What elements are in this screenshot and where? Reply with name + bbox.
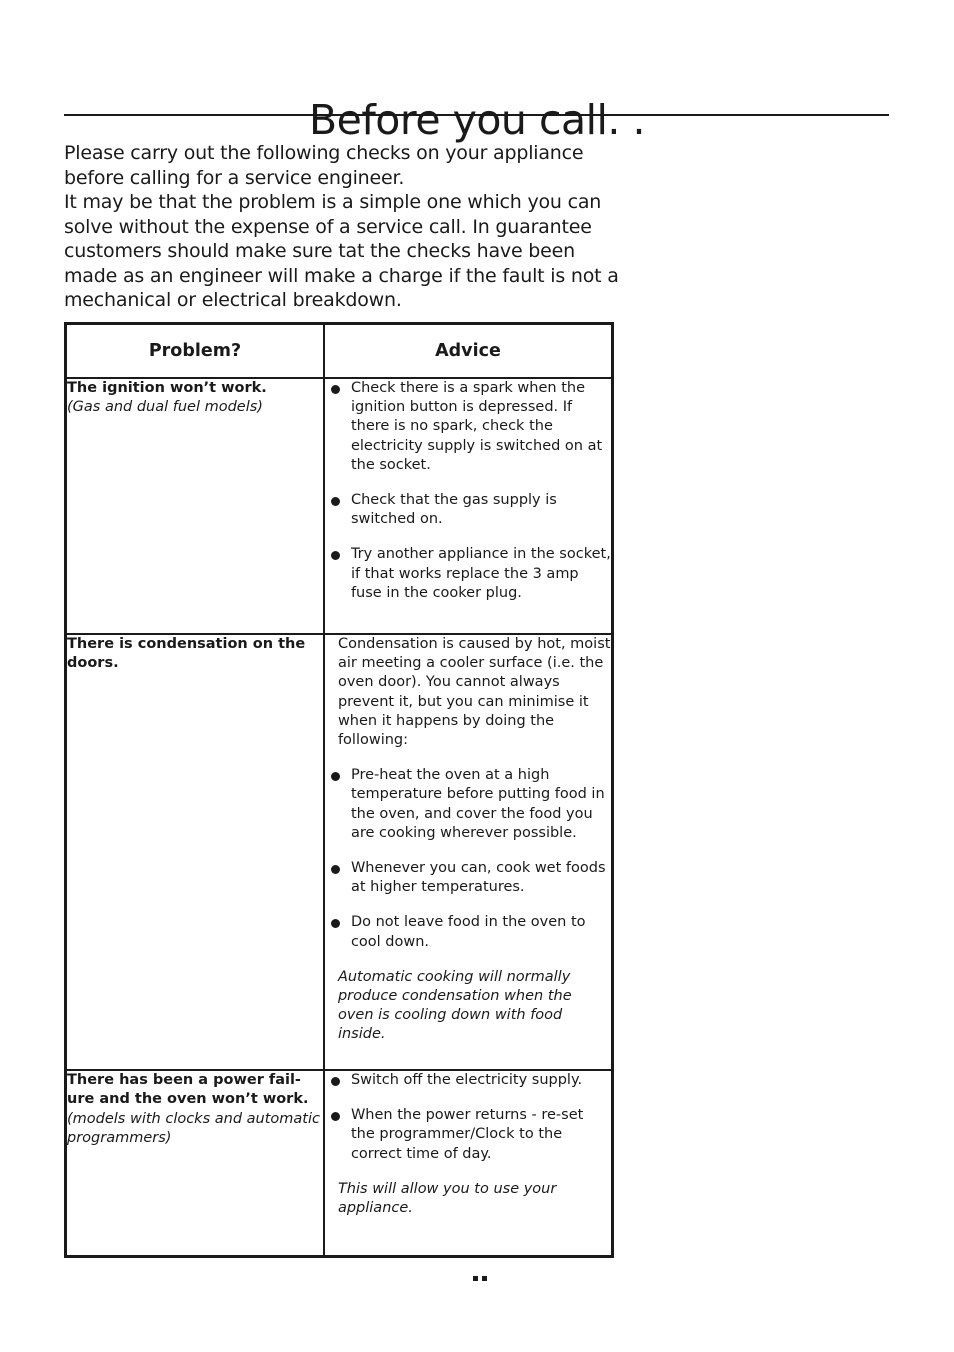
problem-cell bbox=[66, 634, 324, 1070]
advice-text: Whenever you can, cook wet foods at higher temperatures. bbox=[350, 860, 606, 896]
intro-text bbox=[64, 141, 624, 313]
advice-text: Switch off the electricity supply. bbox=[350, 1072, 583, 1088]
bullet-icon bbox=[331, 1077, 340, 1086]
advice-bullet bbox=[325, 1071, 611, 1090]
intro-paragraph-2: It may be that the problem is a simple one which you can solve without the expense of a service call. In guarantee customers should make sure tat the checks have been made as an engineer will make a charge if the fault is not a mechanical or electrical breakdown. bbox=[64, 191, 619, 311]
problem-cell bbox=[66, 1070, 324, 1256]
problem-note: (Gas and dual fuel models) bbox=[67, 399, 263, 416]
problem-title: The ignition won’t work. bbox=[67, 380, 267, 396]
advice-cell bbox=[324, 634, 613, 1070]
bullet-icon bbox=[331, 551, 340, 560]
advice-footnote: This will allow you to use your appliance. bbox=[337, 1180, 557, 1217]
advice-footnote: Automatic cooking will normally produce condensation when the oven is cooling down with food inside. bbox=[337, 968, 572, 1043]
intro-paragraph-1: Please carry out the following checks on your appliance before calling for a service engineer. bbox=[64, 142, 584, 189]
page-marker-dot bbox=[473, 1276, 478, 1281]
bullet-icon bbox=[331, 772, 340, 781]
advice-cell bbox=[324, 1070, 613, 1256]
bullet-icon bbox=[331, 497, 340, 506]
troubleshooting-table bbox=[64, 322, 614, 1258]
advice-bullet bbox=[325, 491, 611, 529]
problem-title: There has been a power fail-ure and the oven won’t work. bbox=[67, 1072, 309, 1108]
page-marker bbox=[473, 1276, 489, 1282]
advice-bullet bbox=[325, 859, 611, 897]
advice-bullet bbox=[325, 379, 611, 475]
bullet-icon bbox=[331, 919, 340, 928]
problem-note: (models with clocks and automatic programmers) bbox=[67, 1110, 320, 1146]
problem-cell bbox=[66, 378, 324, 634]
bullet-icon bbox=[331, 865, 340, 874]
advice-text: Check there is a spark when the ignition button is depressed. If there is no spark, check the electricity supply is switched on at the socket. bbox=[350, 380, 603, 473]
advice-text: When the power returns - re-set the programmer/Clock to the correct time of day. bbox=[350, 1107, 584, 1162]
problem-title: There is condensation on the doors. bbox=[67, 636, 306, 672]
column-header-advice: Advice bbox=[324, 324, 613, 379]
advice-cell bbox=[324, 378, 613, 634]
advice-text: Do not leave food in the oven to cool down. bbox=[350, 914, 586, 950]
column-header-problem: Problem? bbox=[66, 324, 324, 379]
table-row bbox=[66, 634, 613, 1070]
bullet-icon bbox=[331, 1112, 340, 1121]
advice-bullet bbox=[325, 913, 611, 951]
advice-text: Pre-heat the oven at a high temperature before putting food in the oven, and cover the food you are cooking wherever possible. bbox=[350, 767, 605, 841]
advice-text: Check that the gas supply is switched on. bbox=[350, 492, 557, 528]
page-title: Before you call. . bbox=[309, 96, 645, 145]
table-row bbox=[66, 1070, 613, 1256]
table-header-row bbox=[66, 324, 613, 379]
advice-bullet bbox=[325, 1106, 611, 1164]
title-underline bbox=[64, 114, 889, 116]
page-marker-dot bbox=[482, 1276, 487, 1281]
advice-text: Try another appliance in the socket, if that works replace the 3 amp fuse in the cooker plug. bbox=[350, 546, 611, 601]
advice-bullet bbox=[325, 766, 611, 843]
advice-bullet bbox=[325, 545, 611, 603]
advice-intro: Condensation is caused by hot, moist air meeting a cooler surface (i.e. the oven door). You cannot always prevent it, but you can minimise it when it happens by doing the following: bbox=[337, 636, 611, 749]
table-row bbox=[66, 378, 613, 634]
bullet-icon bbox=[331, 385, 340, 394]
